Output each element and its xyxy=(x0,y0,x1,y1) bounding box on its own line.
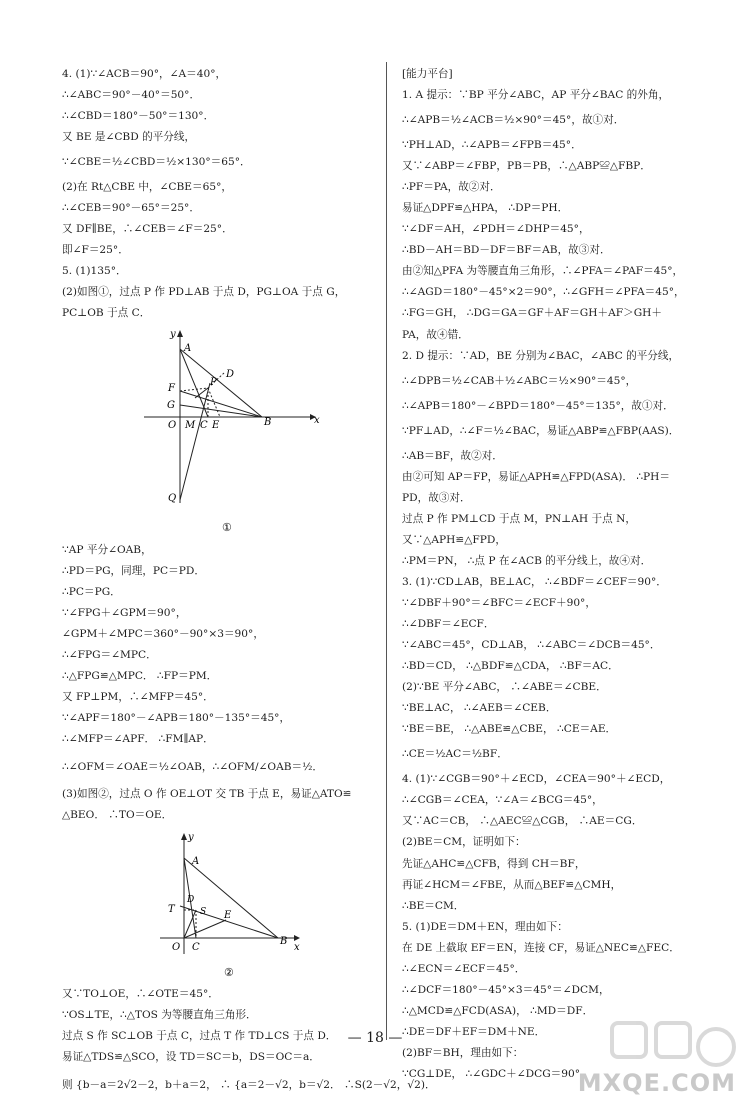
label-y: y xyxy=(170,328,176,340)
text-line: (2)∵BE 平分∠ABC， ∴∠ABE＝∠CBE． xyxy=(402,681,607,694)
text-line: △BEO． ∴TO＝OE． xyxy=(62,809,173,822)
label-M: M xyxy=(185,419,196,431)
label-F: F xyxy=(168,382,175,394)
text-line: ∴∠APB＝180°－∠BPD＝180°－45°＝135°，故①对． xyxy=(402,399,674,412)
text-line: 3. (1)∵CD⊥AB，BE⊥AC， ∴∠BDF＝∠CEF＝90°． xyxy=(402,575,667,588)
text-line: 由②知△PFA 为等腰直角三角形，∴∠PFA＝∠PAF＝45°， xyxy=(402,265,684,278)
text-line: ∴PF＝PA，故②对． xyxy=(402,181,501,194)
text-line: 1. A 提示：∵BP 平分∠ABC，AP 平分∠BAC 的外角， xyxy=(402,89,670,102)
text-line: ∴△MCD≌△FCD(ASA)， ∴MD＝DF． xyxy=(402,1004,594,1017)
label-S: S xyxy=(200,907,207,918)
left-block-a xyxy=(62,64,374,325)
text-line: (2)在 Rt△CBE 中，∠CBE＝65°， xyxy=(62,181,232,194)
label-O: O xyxy=(172,942,181,954)
text-line: ∴∠CEB＝90°－65°＝25°． xyxy=(62,202,200,215)
label-D: D xyxy=(187,895,195,906)
geometry-figure-1 xyxy=(138,325,338,537)
text-line: ∵PF⊥AD，∴∠F＝½∠BAC，易证△ABP≌△FBP(AAS)． xyxy=(402,424,680,437)
text-line: ∵AP 平分∠OAB， xyxy=(62,543,152,556)
text-line: ∴CE＝½AC＝½BF． xyxy=(402,748,508,761)
text-line: PC⊥OB 于点 C． xyxy=(62,307,151,320)
label-T: T xyxy=(168,904,175,916)
text-line: ∴∠AGD＝180°－45°×2＝90°，∴∠GFH＝∠PFA＝45°， xyxy=(402,286,685,299)
label-C: C xyxy=(192,942,200,954)
text-line: 4. (1)∵∠ACB＝90°，∠A＝40°， xyxy=(62,68,227,80)
text-line: 4. (1)∵∠CGB＝90°＋∠ECD，∠CEA＝90°＋∠ECD， xyxy=(402,773,671,786)
text-line: ∴∠ABC＝90°－40°＝50°． xyxy=(62,89,201,102)
text-line: PA，故④错． xyxy=(402,328,469,341)
label-G: G xyxy=(167,399,175,411)
section-heading: [能力平台] xyxy=(402,68,453,80)
text-line: ∠GPM＋∠MPC＝360°－90°×3＝90°， xyxy=(62,627,264,640)
label-E: E xyxy=(224,910,232,922)
label-C: C xyxy=(200,419,208,431)
text-line: 又∵△APH≌△FPD， xyxy=(402,533,506,546)
label-P: P xyxy=(210,376,217,388)
text-line: ∵PH⊥AD，∴∠APB＝∠FPB＝45°． xyxy=(402,139,582,152)
text-line: 又∵TO⊥OE，∴∠OTE＝45°． xyxy=(62,988,219,1001)
text-line: 2. D 提示：∵AD，BE 分别为∠BAC，∠ABC 的平分线， xyxy=(402,349,680,362)
text-line: 由②可知 AP＝FP，易证△APH≌△FPD(ASA)． ∴PH＝ xyxy=(402,470,671,483)
text-line: ∵OS⊥TE，∴△TOS 为等腰直角三角形． xyxy=(62,1009,257,1022)
text-line: ∴∠DPB＝½∠CAB＋½∠ABC＝½×90°＝45°， xyxy=(402,374,637,387)
text-line: ∵CG⊥DE， ∴∠GDC＋∠DCG＝90°． xyxy=(402,1067,591,1080)
text-line: ∴∠MFP＝∠APF． ∴FM∥AP． xyxy=(62,732,214,745)
text-line: ∴∠CBD＝180°－50°＝130°． xyxy=(62,110,215,123)
text-line: ∵∠CBE＝½∠CBD＝½×130°＝65°． xyxy=(62,156,251,169)
column-divider xyxy=(386,62,387,1040)
text-line: 过点 S 作 SC⊥OB 于点 C，过点 T 作 TD⊥CS 于点 D． xyxy=(62,1030,337,1043)
text-line: ∴∠DBF＝∠ECF． xyxy=(402,618,495,631)
text-line: ∴PC＝PG． xyxy=(62,585,121,598)
geometry-figure-2 xyxy=(154,826,304,982)
text-line: 在 DE 上截取 EF＝EN，连接 CF，易证△NEC≌△FEC． xyxy=(402,941,680,954)
text-line: (3)如图②，过点 O 作 OE⊥OT 交 TB 于点 E，易证△ATO≌ xyxy=(62,787,352,800)
text-line: ∵∠FPG＋∠GPM＝90°， xyxy=(62,606,187,619)
label-D: D xyxy=(226,368,235,380)
text-line: 又 FP⊥PM，∴∠MFP＝45°． xyxy=(62,690,214,703)
text-line: ∴PD＝PG，同理，PC＝PD． xyxy=(62,564,205,577)
text-line: PD，故③对． xyxy=(402,491,471,504)
text-line: ∴BD－AH＝BD－DF＝BF＝AB，故③对． xyxy=(402,244,611,257)
text-line: ∴∠ECN＝∠ECF＝45°． xyxy=(402,962,526,975)
label-y: y xyxy=(188,832,194,844)
text-line: 又∵∠ABP＝∠FBP，PB＝PB，∴△ABP≌△FBP． xyxy=(402,160,651,173)
label-A: A xyxy=(184,342,192,354)
text-line: ∴FG＝GH， ∴DG＝GA＝GF＋AF＝GH＋AF＞GH＋ xyxy=(402,307,662,320)
text-line: ∴∠DCF＝180°－45°×3＝45°＝∠DCM， xyxy=(402,983,610,996)
text-line: 5. (1)135°． xyxy=(62,265,127,278)
label-B: B xyxy=(280,936,288,948)
text-line: ∴∠FPG＝∠MPC． xyxy=(62,648,157,661)
label-O: O xyxy=(168,419,177,431)
text-line: ∴BE＝CM． xyxy=(402,899,465,912)
text-line: (2)BF＝BH，理由如下： xyxy=(402,1046,524,1059)
label-x: x xyxy=(294,942,300,954)
text-line: ∵BE⊥AC， ∴∠AEB＝∠CEB． xyxy=(402,702,557,715)
text-line: ∵∠ABC＝45°，CD⊥AB， ∴∠ABC＝∠DCB＝45°． xyxy=(402,639,661,652)
text-line: ∴△FPG≌△MPC． ∴FP＝PM． xyxy=(62,669,218,682)
figure-2 xyxy=(62,826,374,984)
text-line-system: 则 {b－a＝2√2－2，b＋a＝2， ∴ {a＝2－√2，b＝√2． ∴S(2－√2，√2)． xyxy=(62,1079,436,1092)
figure-1 xyxy=(62,325,374,540)
text-line: 即∠F＝25°． xyxy=(62,244,129,257)
label-E: E xyxy=(212,419,220,431)
text-line: 再证∠HCM＝∠FBE，从而△BEF≌△CMH， xyxy=(402,878,622,891)
text-line: (2)BE＝CM，证明如下： xyxy=(402,836,526,849)
text-line: ∴BD＝CD， ∴△BDF≌△CDA， ∴BF＝AC． xyxy=(402,660,619,673)
text-line: ∴∠APB＝½∠ACB＝½×90°＝45°，故①对． xyxy=(402,114,625,127)
label-x: x xyxy=(314,414,320,426)
text-line: ∵∠DF＝AH，∠PDH＝∠DHP＝45°， xyxy=(402,223,590,236)
text-line: ∴DE＝DF＋EF＝DM＋NE． xyxy=(402,1025,546,1038)
page-number: — 18 — xyxy=(347,1030,403,1046)
text-line: 过点 P 作 PM⊥CD 于点 M，PN⊥AH 于点 N， xyxy=(402,512,636,525)
figure-2-caption: ② xyxy=(224,966,234,980)
text-line: 易证△DPF≌△HPA， ∴DP＝PH． xyxy=(402,202,569,215)
label-Q: Q xyxy=(168,492,177,504)
figure-1-caption: ① xyxy=(222,520,232,534)
text-line: 先证△AHC≌△CFB，得到 CH＝BF， xyxy=(402,857,586,870)
text-line: 5. (1)DE＝DM＋EN，理由如下： xyxy=(402,920,568,933)
text-line: 易证△TDS≌△SCO，设 TD＝SC＝b，DS＝OC＝a． xyxy=(62,1051,320,1064)
text-line: ∵∠APF＝180°－∠APB＝180°－135°＝45°， xyxy=(62,711,291,724)
text-line: ∴∠CGB＝∠CEA，∵∠A＝∠BCG＝45°， xyxy=(402,794,603,807)
label-A: A xyxy=(192,856,200,868)
text-line: ∴AB＝BF，故②对． xyxy=(402,449,503,462)
text-line: 又 BE 是∠CBD 的平分线， xyxy=(62,131,196,144)
text-line: 又 DF∥BE，∴∠CEB＝∠F＝25°． xyxy=(62,223,233,236)
left-block-b xyxy=(62,540,374,827)
text-line: 又∵AC＝CB， ∴△AEC≌△CGB， ∴AE＝CG． xyxy=(402,815,643,828)
right-column xyxy=(402,64,698,1085)
text-line: ∵BE＝BE， ∴△ABE≌△CBE， ∴CE＝AE． xyxy=(402,723,617,736)
label-B: B xyxy=(264,416,272,428)
watermark-text: MXQE.COM xyxy=(577,1069,736,1097)
text-line: ∵∠DBF＋90°＝∠BFC＝∠ECF＋90°， xyxy=(402,596,596,609)
text-line: ∴PM＝PN， ∴点 P 在∠ACB 的平分线上，故④对． xyxy=(402,554,652,567)
text-line: (2)如图①，过点 P 作 PD⊥AB 于点 D，PG⊥OA 于点 G， xyxy=(62,286,346,299)
text-line-ratio: ∴∠OFM＝∠OAE＝½∠OAB，∴∠OFM/∠OAB＝½． xyxy=(62,760,324,773)
